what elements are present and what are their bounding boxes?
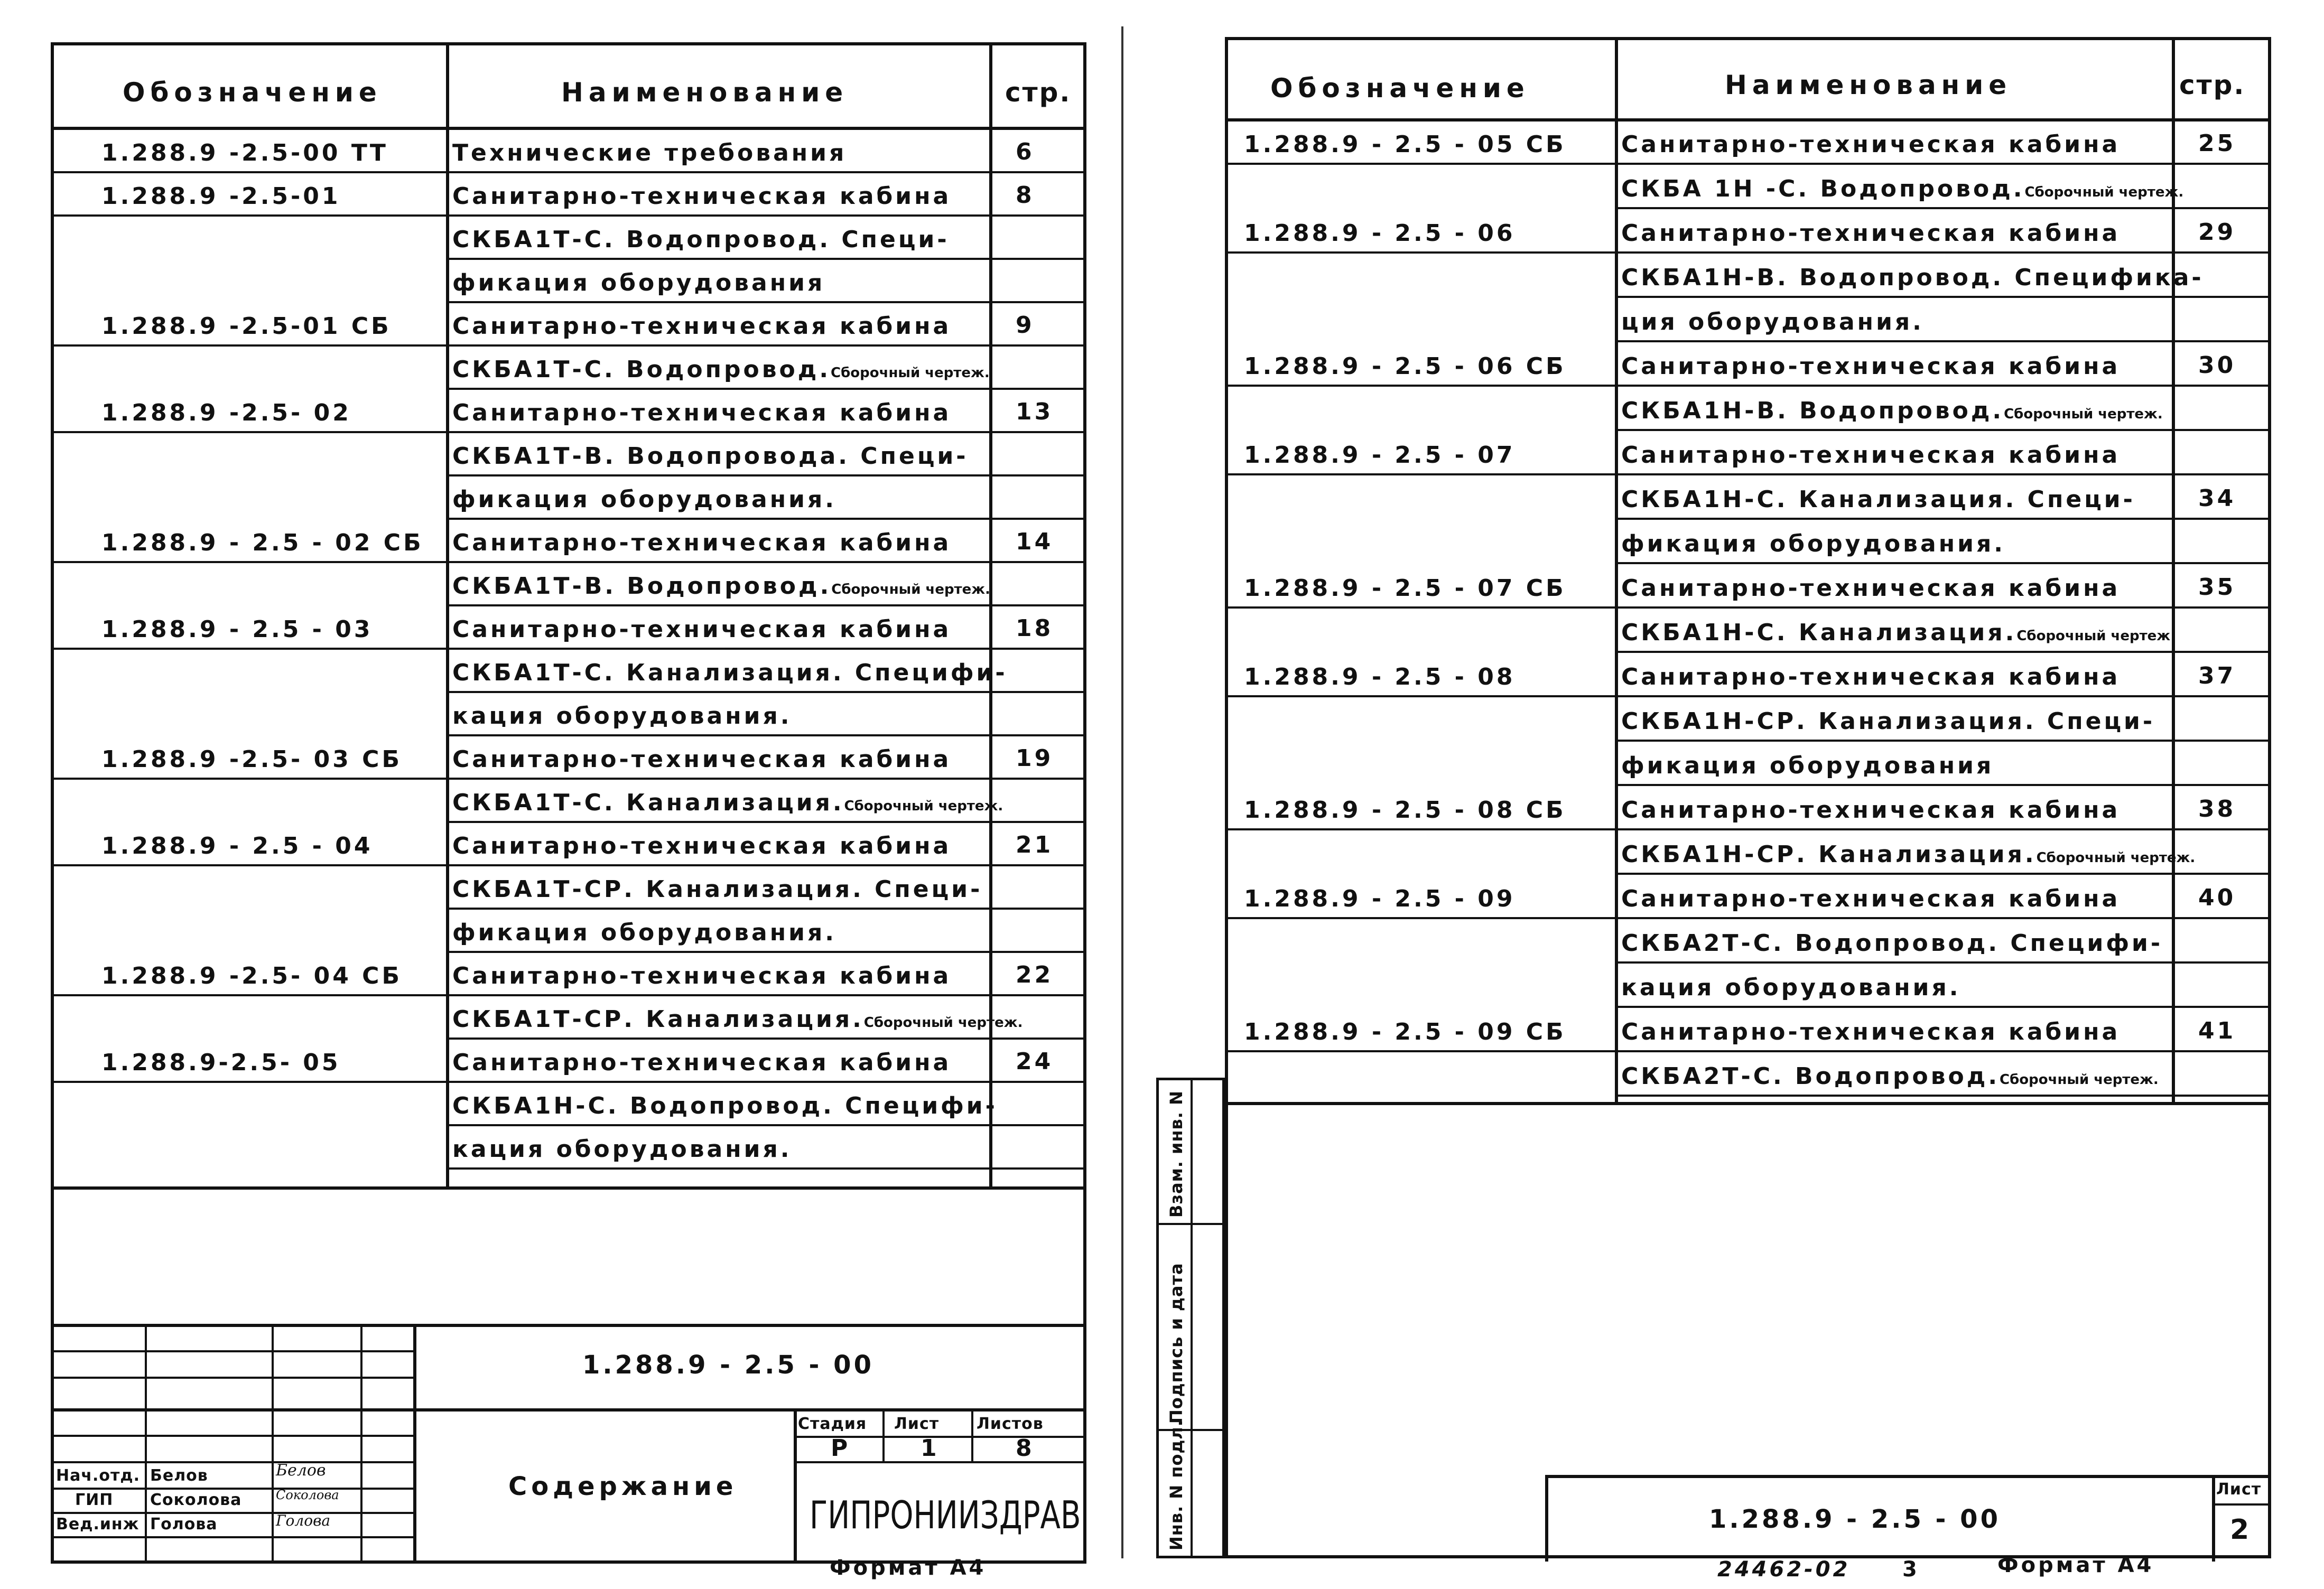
staff-name: Голова <box>150 1515 218 1534</box>
name-text: СКБА1Н-В. Водопровод. Специфика- <box>1621 264 2204 291</box>
table-row <box>54 303 1083 347</box>
right-sheet-value: 2 <box>2230 1514 2252 1546</box>
name-text: СКБА1Н-СР. Канализация. Специ- <box>1621 708 2155 735</box>
name-cell <box>452 183 951 210</box>
name-cell <box>452 962 951 989</box>
tb-vline <box>1545 1475 1548 1562</box>
stamp-label: Взам. инв. N <box>1166 1090 1186 1218</box>
name-cell <box>1621 264 2204 291</box>
stamp-label: Инв. N подл. <box>1166 1419 1186 1550</box>
table-row <box>1228 298 2268 342</box>
name-text: СКБА1Т-С. Канализация. Специфи- <box>452 659 1008 686</box>
stamp-divider <box>1191 1080 1193 1556</box>
right-sheet-label: Лист <box>2216 1480 2262 1499</box>
name-text: Санитарно-техническая кабина <box>1621 885 2121 912</box>
name-cell <box>1621 1018 2120 1045</box>
table-row <box>54 260 1083 303</box>
name-text: фикация оборудования. <box>452 919 836 946</box>
name-cell <box>1621 663 2120 690</box>
designation-cell: 1.288.9 - 2.5 - 09 СБ <box>1244 1018 1566 1045</box>
tb-vline <box>971 1408 973 1461</box>
signature-image: Голова <box>276 1512 331 1529</box>
tb-vline <box>2212 1475 2215 1562</box>
table-row <box>54 650 1083 693</box>
name-cell <box>452 833 951 859</box>
designation-cell: 1.288.9 -2.5-01 СБ <box>101 313 392 340</box>
name-cell <box>1621 708 2155 735</box>
name-text: Санитарно-техническая кабина <box>452 746 952 773</box>
name-text: СКБА1Т-С. Водопровод. Специ- <box>452 226 950 253</box>
table-row <box>1228 964 2268 1008</box>
name-cell <box>452 1006 1023 1033</box>
table-row <box>1228 475 2268 520</box>
left-doc-number: 1.288.9 - 2.5 - 00 <box>582 1350 874 1380</box>
name-text: СКБА1Т-С. Водопровод. <box>452 356 831 383</box>
tb-line <box>1545 1475 2268 1478</box>
table-row <box>1228 165 2268 209</box>
header-designation: Обозначение <box>1270 73 1530 104</box>
designation-cell: 1.288.9 -2.5- 02 <box>101 399 351 426</box>
name-text: Санитарно-техническая кабина <box>1621 1018 2121 1045</box>
signature-image: Белов <box>276 1461 326 1480</box>
name-text: СКБА1Н-С. Канализация. Специ- <box>1621 486 2135 513</box>
name-cell <box>1621 309 1924 335</box>
name-cell <box>452 443 969 470</box>
name-text: Санитарно-техническая кабина <box>452 616 952 643</box>
designation-cell: 1.288.9 - 2.5 - 06 <box>1244 220 1516 247</box>
name-suffix: Сборочный чертеж <box>2016 628 2171 644</box>
page-cell: 21 <box>1016 831 1054 858</box>
tb-line <box>54 1512 413 1514</box>
table-row <box>54 866 1083 910</box>
name-suffix: Сборочный чертеж. <box>831 582 991 597</box>
right-doc-number: 1.288.9 - 2.5 - 00 <box>1709 1504 2001 1534</box>
table-row <box>1228 120 2268 165</box>
name-cell <box>452 356 990 383</box>
name-text: фикация оборудования. <box>1621 530 2005 557</box>
name-suffix: Сборочный чертеж. <box>863 1015 1023 1031</box>
table-row <box>54 217 1083 260</box>
name-cell <box>452 269 825 296</box>
table-row <box>1228 1052 2268 1097</box>
designation-cell: 1.288.9 - 2.5 - 07 СБ <box>1244 575 1566 602</box>
page-cell: 8 <box>1016 182 1035 209</box>
stamp-divider <box>1159 1223 1222 1225</box>
page-cell: 18 <box>1016 615 1054 642</box>
side-stamp <box>1156 1078 1225 1558</box>
name-cell <box>1621 930 2163 957</box>
name-text: Санитарно-техническая кабина <box>1621 442 2121 469</box>
name-suffix: Сборочный чертеж. <box>831 365 990 381</box>
designation-cell: 1.288.9 -2.5- 04 СБ <box>101 962 402 989</box>
header-page: стр. <box>2179 70 2246 100</box>
page-cell: 40 <box>2198 884 2236 911</box>
name-cell <box>1621 131 2120 158</box>
header-name: Наименование <box>1725 70 2012 100</box>
name-text: СКБА1Т-СР. Канализация. <box>452 1006 864 1033</box>
table-row <box>1228 653 2268 697</box>
table-row <box>1228 919 2268 964</box>
name-text: Санитарно-техническая кабина <box>1621 575 2121 602</box>
header-page: стр. <box>1005 77 1072 108</box>
name-suffix: Сборочный чертеж. <box>2036 850 2196 866</box>
designation-cell: 1.288.9 - 2.5 - 09 <box>1244 885 1516 912</box>
header-name: Наименование <box>561 77 849 108</box>
name-suffix: Сборочный чертеж. <box>844 798 1003 814</box>
name-cell <box>1621 841 2195 868</box>
staff-role: ГИП <box>75 1491 114 1509</box>
designation-cell: 1.288.9 - 2.5 - 08 СБ <box>1244 797 1566 824</box>
designation-cell: 1.288.9 -2.5-00 ТТ <box>101 139 388 166</box>
table-row <box>54 347 1083 390</box>
table-row <box>1228 830 2268 875</box>
designation-cell: 1.288.9 - 2.5 - 06 СБ <box>1244 353 1566 380</box>
name-text: Технические требования <box>452 139 847 166</box>
signature-image: Соколова <box>276 1488 339 1502</box>
name-cell <box>452 746 951 773</box>
name-text: Санитарно-техническая кабина <box>452 529 952 556</box>
name-cell <box>452 919 836 946</box>
name-text: Санитарно-техническая кабина <box>452 962 952 989</box>
organization-name: ГИПРОНИИЗДРАВ <box>810 1493 1081 1537</box>
page-cell: 30 <box>2198 352 2236 379</box>
page-cell: 24 <box>1016 1048 1054 1075</box>
name-text: кация оборудования. <box>452 703 792 730</box>
page-cell: 37 <box>2198 662 2236 689</box>
row-divider <box>446 1167 1083 1170</box>
table-bottom-line <box>54 1186 1083 1190</box>
name-cell <box>1621 575 2120 602</box>
designation-cell: 1.288.9 - 2.5 - 02 СБ <box>101 529 424 556</box>
table-row <box>1228 1008 2268 1052</box>
table-row <box>54 910 1083 953</box>
tb-vline <box>882 1408 885 1461</box>
table-row <box>1228 342 2268 387</box>
name-cell <box>1621 797 2120 824</box>
tb-vline <box>145 1324 147 1564</box>
name-cell <box>452 529 951 556</box>
name-cell <box>452 139 847 166</box>
table-bottom-line <box>1228 1102 2268 1105</box>
designation-cell: 1.288.9 - 2.5 - 03 <box>101 616 373 643</box>
page-cell: 22 <box>1016 961 1054 988</box>
name-text: СКБА1Т-В. Водопровод. <box>452 573 832 600</box>
page-cell: 13 <box>1016 398 1054 425</box>
table-row <box>1228 387 2268 431</box>
name-text: Санитарно-техническая кабина <box>1621 131 2121 158</box>
table-row <box>54 780 1083 823</box>
name-cell <box>452 659 1008 686</box>
stage-label: Стадия <box>798 1415 867 1433</box>
page-cell: 35 <box>2198 574 2236 601</box>
table-row <box>54 823 1083 866</box>
table-row <box>54 693 1083 736</box>
name-cell <box>452 703 792 730</box>
name-cell <box>452 876 982 903</box>
name-text: СКБА1Н-В. Водопровод. <box>1621 397 2004 424</box>
name-text: ция оборудования. <box>1621 309 1924 335</box>
table-row <box>54 1040 1083 1083</box>
name-text: СКБА2Т-С. Водопровод. <box>1621 1063 2000 1090</box>
name-cell <box>452 1049 951 1076</box>
left-sheet <box>51 42 1086 1564</box>
page-cell: 25 <box>2198 130 2236 157</box>
name-text: Санитарно-техническая кабина <box>452 833 952 859</box>
staff-role: Нач.отд. <box>56 1466 140 1485</box>
sheets-label: Листов <box>977 1415 1044 1433</box>
name-cell <box>452 1092 998 1119</box>
left-format-label: Формат А4 <box>830 1556 987 1580</box>
staff-role: Вед.инж <box>56 1515 140 1534</box>
name-text: Санитарно-техническая кабина <box>1621 663 2121 690</box>
designation-cell: 1.288.9 - 2.5 - 07 <box>1244 442 1516 469</box>
table-row <box>1228 786 2268 830</box>
staff-name: Белов <box>150 1466 208 1485</box>
tb-line <box>54 1488 413 1490</box>
designation-cell: 1.288.9 -2.5- 03 СБ <box>101 746 402 773</box>
tb-line <box>54 1324 1083 1327</box>
page-cell: 9 <box>1016 312 1035 339</box>
page-cell: 6 <box>1016 138 1035 165</box>
left-doc-title: Содержание <box>508 1472 738 1501</box>
table-row <box>54 1083 1083 1126</box>
table-row <box>54 563 1083 606</box>
archive-number: 24462-02 <box>1717 1557 1851 1582</box>
tb-line <box>54 1350 413 1352</box>
table-row <box>54 996 1083 1040</box>
name-text: кация оборудования. <box>1621 974 1961 1001</box>
table-row <box>54 606 1083 650</box>
name-cell <box>1621 397 2163 424</box>
tb-line <box>54 1536 413 1538</box>
name-suffix: Сборочный чертеж. <box>2000 1072 2159 1088</box>
sheet-label: Лист <box>894 1415 940 1433</box>
page-cell: 29 <box>2198 219 2236 246</box>
designation-cell: 1.288.9 - 2.5 - 05 СБ <box>1244 131 1566 158</box>
row-divider <box>1615 1095 2268 1097</box>
name-cell <box>452 313 951 340</box>
name-text: фикация оборудования. <box>452 486 836 513</box>
name-text: Санитарно-техническая кабина <box>452 183 952 210</box>
tb-vline <box>272 1324 274 1564</box>
right-format-label: Формат А4 <box>1997 1553 2154 1577</box>
name-cell <box>452 226 950 253</box>
name-cell <box>1621 442 2120 469</box>
table-row <box>1228 609 2268 653</box>
name-text: СКБА1Т-В. Водопровода. Специ- <box>452 443 969 470</box>
tb-vline <box>360 1324 362 1564</box>
table-row <box>1228 254 2268 298</box>
staff-name: Соколова <box>150 1491 242 1509</box>
tb-line <box>54 1377 413 1379</box>
name-cell <box>1621 885 2120 912</box>
name-cell <box>1621 974 1960 1001</box>
table-row <box>54 476 1083 520</box>
designation-cell: 1.288.9-2.5- 05 <box>101 1049 341 1076</box>
right-sheet <box>1225 37 2271 1558</box>
tb-vline <box>413 1324 416 1564</box>
name-cell <box>1621 1063 2159 1090</box>
table-row <box>1228 520 2268 564</box>
name-cell <box>1621 353 2120 380</box>
table-row <box>1228 875 2268 919</box>
designation-cell: 1.288.9 - 2.5 - 04 <box>101 833 373 859</box>
table-row <box>54 390 1083 433</box>
table-row <box>54 520 1083 563</box>
name-cell <box>452 573 990 600</box>
sheets-value: 8 <box>1016 1435 1035 1462</box>
tb-line <box>54 1408 1083 1412</box>
table-row <box>54 953 1083 996</box>
table-row <box>54 130 1083 173</box>
page-cell: 41 <box>2198 1017 2236 1044</box>
name-cell <box>452 1136 792 1163</box>
table-row <box>54 433 1083 476</box>
name-text: Санитарно-техническая кабина <box>1621 353 2121 380</box>
name-cell <box>1621 530 2005 557</box>
name-cell <box>1621 175 2183 202</box>
name-cell <box>1621 752 1994 779</box>
stage-value: Р <box>831 1435 851 1462</box>
name-text: СКБА2Т-С. Водопровод. Специфи- <box>1621 930 2163 957</box>
name-cell <box>452 789 1003 816</box>
tb-line <box>54 1461 413 1463</box>
name-text: Санитарно-техническая кабина <box>1621 797 2121 824</box>
page-cell: 14 <box>1016 528 1054 555</box>
name-text: Санитарно-техническая кабина <box>452 399 952 426</box>
stamp-label: Подпись и дата <box>1166 1263 1186 1424</box>
name-text: Санитарно-техническая кабина <box>452 313 952 340</box>
tb-line <box>54 1435 413 1437</box>
name-cell <box>452 616 951 643</box>
designation-cell: 1.288.9 - 2.5 - 08 <box>1244 663 1516 690</box>
name-text: кация оборудования. <box>452 1136 792 1163</box>
name-text: Санитарно-техническая кабина <box>452 1049 952 1076</box>
name-text: фикация оборудования <box>452 269 825 296</box>
name-suffix: Сборочный чертеж. <box>2004 406 2163 422</box>
table-row <box>1228 742 2268 786</box>
header-designation: Обозначение <box>123 77 382 108</box>
name-suffix: Сборочный чертеж. <box>2024 184 2184 200</box>
name-text: СКБА1Т-СР. Канализация. Специ- <box>452 876 983 903</box>
name-text: СКБА1Н-СР. Канализация. <box>1621 841 2037 868</box>
name-cell <box>1621 619 2170 646</box>
name-text: фикация оборудования <box>1621 752 1994 779</box>
table-row <box>1228 209 2268 254</box>
table-row <box>54 736 1083 780</box>
page-cell: 34 <box>2198 485 2236 512</box>
table-row <box>54 1126 1083 1170</box>
name-text: СКБА1Н-С. Канализация. <box>1621 619 2017 646</box>
name-cell <box>1621 486 2135 513</box>
table-row <box>1228 564 2268 609</box>
table-row <box>54 173 1083 217</box>
name-text: СКБА 1Н -С. Водопровод. <box>1621 175 2025 202</box>
tb-vline <box>794 1408 797 1564</box>
name-text: СКБА1Н-С. Водопровод. Специфи- <box>452 1092 998 1119</box>
center-fold-line <box>1121 26 1123 1558</box>
tb-line <box>2212 1503 2268 1506</box>
name-cell <box>452 399 951 426</box>
designation-cell: 1.288.9 -2.5-01 <box>101 183 341 210</box>
name-cell <box>452 486 836 513</box>
name-text: Санитарно-техническая кабина <box>1621 220 2121 247</box>
sheet-value: 1 <box>921 1435 940 1462</box>
table-row <box>1228 431 2268 475</box>
page-cell: 19 <box>1016 745 1054 772</box>
table-row <box>1228 697 2268 742</box>
page-number: 3 <box>1902 1557 1920 1582</box>
page-cell: 38 <box>2198 796 2236 822</box>
name-cell <box>1621 220 2120 247</box>
name-text: СКБА1Т-С. Канализация. <box>452 789 844 816</box>
